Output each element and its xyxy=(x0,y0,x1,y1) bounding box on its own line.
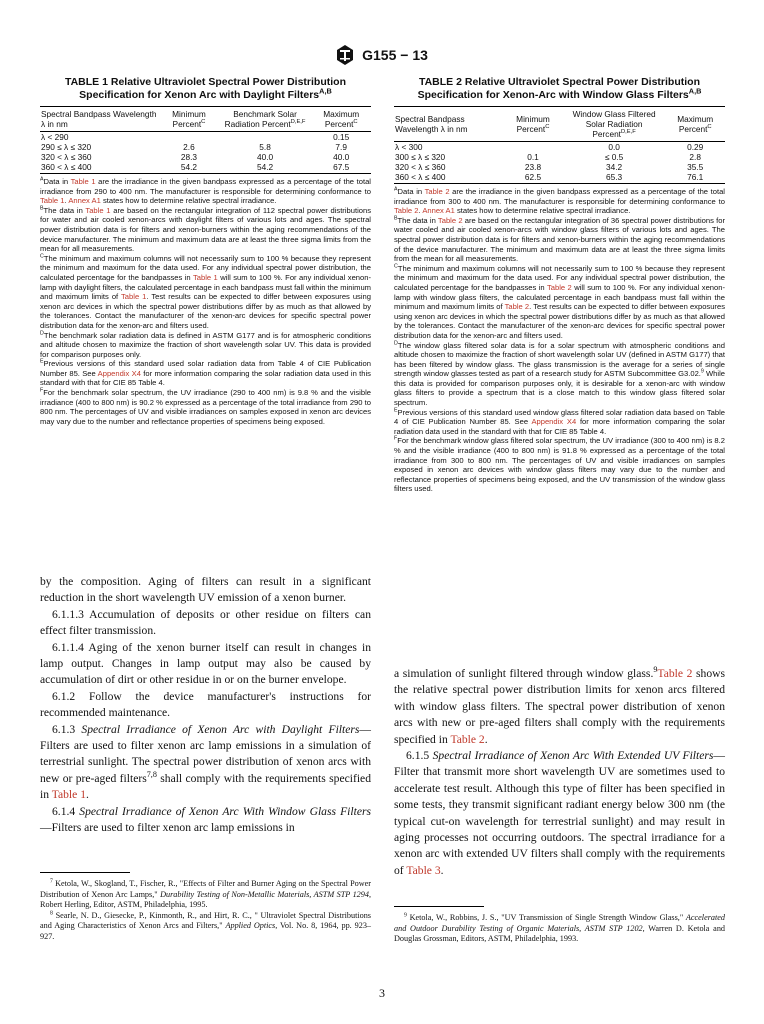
table2-header-cell: Window Glass Filtered Solar Radiation Percent$^{D,E,F}$ xyxy=(563,107,666,142)
right-footnotes xyxy=(394,906,725,945)
table2-caption xyxy=(394,76,725,102)
table1-link[interactable]: Table 1 xyxy=(121,292,147,302)
table1-note-b: $^B$The data in Table 1 are based on the rectangular integration of 112 spectral power distributions for water and air cooled xenon-arcs with daylight filters of various lots and ages. The spectral power distribution data is for filters and xenon-burners within the aging recommendations of the device manufacturer. The minimum and maximum data are at least the three sigma limits from the mean for all measurements. xyxy=(40,205,372,254)
footnote-divider xyxy=(40,872,130,873)
table1-header-cell: Minimum Percent$^C$ xyxy=(159,107,219,132)
table2-caption-sup: A,B xyxy=(688,86,702,96)
table2-link[interactable]: Table 2 xyxy=(424,187,450,196)
left-body-text xyxy=(40,574,371,837)
left-column xyxy=(40,76,372,941)
table1-note-e: $^E$Previous versions of this standard used solar radiation data from Table 4 of CIE Publication Number 85. See Appendix X4 for more information comparing the solar radiation data used in this standard with that for CIE 85 Table 4. xyxy=(40,358,371,388)
table2-header-cell: Minimum Percent$^C$ xyxy=(503,107,563,142)
table-row: 320 < λ ≤ 360 23.8 34.2 35.5 xyxy=(395,162,704,172)
table-row: 300 ≤ λ ≤ 320 0.1 ≤ 0.5 2.8 xyxy=(395,152,701,162)
table1-header-cell: Maximum Percent$^C$ xyxy=(311,107,371,132)
footnote-divider xyxy=(394,906,484,907)
table3-link[interactable]: Table 3 xyxy=(406,863,441,877)
table1-caption xyxy=(40,76,371,102)
paragraph-6-1-2: 6.1.2 Follow the device manufacturer's instructions for recommended maintenance. xyxy=(40,689,371,720)
appendix-x4-link[interactable]: Appendix X4 xyxy=(97,368,141,378)
table2-notes xyxy=(394,187,725,494)
table1-note-d: $^D$The benchmark solar radiation data is defined in ASTM G177 and is for atmospheric conditions and altitude chosen to maximize the fraction of short wavelength solar UV. This data is provided for comparison purposes only. xyxy=(40,329,371,359)
annex-a1-link[interactable]: Annex A1 xyxy=(422,206,455,216)
table1-caption-sup: A,B xyxy=(319,86,332,96)
paragraph-6-1-3: 6.1.3 Spectral Irradiance of Xenon Arc with Daylight Filters—Filters are used to filter xenon arc lamp emissions in a simulation of terrestrial sunlight. The spectral power distribution of xenon arcs with new or pre-aged filters$^{7,8}$ shall comply with the requirements specified in Table 1. xyxy=(40,722,371,802)
table2-note-b: $^B$The data in Table 2 are based on the rectangular integration of 36 spectral power distributions for water cooled and air cooled xenon-arcs with window glass filters of various lots and ages. The spectral power distribution data is for filters and xenon-burners within the aging recommendations of the device manufacturer. The minimum and maximum data are at least the three sigma limits from the mean for all measurements. xyxy=(394,215,726,264)
table2-header-cell: Maximum Percent$^C$ xyxy=(665,107,725,142)
table1-notes xyxy=(40,177,371,426)
table1-link[interactable]: Table 1 xyxy=(85,205,111,215)
table1-note-c: $^C$The minimum and maximum columns will not necessarily sum to 100 % because they represent the minimum and maximum for the data used. For any individual spectral power distribution, the calculated percentage for the bandpasses in Table 1 will sum to 100 %. For any individual xenon-lamp with daylight filters, the calculated percentage in each bandpass must fall within the minimum and maximum limits of Table 1. Test results can be expected to differ between exposures using xenon arc devices in which the spectral power distributions differ by as much as that allowed by the tolerances. Contact the manufacturer of the xenon-arc devices for specific spectral power distribution data for the xenon-arc and filters used. xyxy=(40,253,371,330)
table2-link[interactable]: Table 2 xyxy=(657,667,693,680)
table2-link[interactable]: Table 2 xyxy=(450,732,485,746)
table1-header-cell: Benchmark Solar Radiation Percent$^{D,E,F}$ xyxy=(219,107,312,132)
right-body-text xyxy=(394,666,725,879)
table2-note-a: $^A$Data in Table 2 are the irradiance in the given bandpass expressed as a percentage of the total irradiance from 300 to 400 nm. The manufacturer is responsible for determining conformance to Table 2. Annex A1 states how to determine relative spectral irradiance. xyxy=(394,186,725,216)
right-column xyxy=(394,76,726,944)
table1-link[interactable]: Table 1 xyxy=(192,272,218,282)
page-number: 3 xyxy=(379,986,385,1000)
footnote-8: $^8$ Searle, N. D., Giesecke, P., Kinmonth, R., and Hirt, R. C., " Ultraviolet Spectral Distributions and Aging Characteristics of Xenon Arcs and Filters," Applied Optics, Vol. No. 8, 1964, pp. 923–927. xyxy=(40,910,372,941)
table1-link[interactable]: Table 1 xyxy=(40,196,65,206)
table2-link[interactable]: Table 2 xyxy=(437,215,463,225)
astm-logo-icon xyxy=(336,44,354,66)
table2-link[interactable]: Table 2 xyxy=(546,282,572,292)
table2-caption-line2: Specification for Xenon-Arc with Window Glass Filters xyxy=(417,89,689,101)
table2-link[interactable]: Table 2 xyxy=(394,206,419,216)
paragraph-6-1-4: 6.1.4 Spectral Irradiance of Xenon Arc With Window Glass Filters—Filters are used to filter xenon arc lamp emissions in xyxy=(40,804,372,835)
table2-note-f: $^F$For the benchmark window glass filtered solar spectrum, the UV irradiance (300 to 400 nm) is 8.2 % and the visible irradiance (400 to 800 nm) is 91.8 % expressed as a percentage of the total irradiance from 300 to 800 nm. The percentages of UV and visible irradiances on samples exposed in xenon arc devices with window glass filters may vary due to the number and reflectance properties of specimens being exposed, and the UV transmission of the window glass filters used. xyxy=(394,435,725,494)
table-row: λ < 300 0.0 0.29 xyxy=(395,142,704,152)
table2-link[interactable]: Table 2 xyxy=(504,302,530,312)
table1-link[interactable]: Table 1 xyxy=(70,177,96,186)
left-footnotes xyxy=(40,872,371,943)
annex-a1-link[interactable]: Annex A1 xyxy=(68,196,101,206)
appendix-x4-link[interactable]: Appendix X4 xyxy=(531,417,577,427)
table-row: 320 < λ ≤ 360 28.3 40.0 40.0 xyxy=(41,152,350,162)
table-row: 290 ≤ λ ≤ 320 2.6 5.8 7.9 xyxy=(41,142,347,152)
table2-note-e: $^E$Previous versions of this standard used window glass filtered solar radiation data based on Table 4 of CIE Publication Number 85. See Appendix X4 for more information comparing the solar radiation data used in the standard with that for CIE 85 Table 4. xyxy=(394,407,725,436)
paragraph: a simulation of sunlight filtered through window glass.$^9$Table 2 shows the relative spectral power distribution limits for xenon arcs filtered with window glass filters. The spectral power distribution of xenon arcs with new or pre-aged filters shall comply with the requirements specified in Table 2. xyxy=(394,665,726,746)
footnote-7: $^7$ Ketola, W., Skogland, T., Fischer, R., "Effects of Filter and Burner Aging on the Spectral Power Distribution of Xenon Arc Lamps," Durability Testing of Non-Metallic Materials, ASTM STP 1294, Robert Herling, Editor, ASTM, Philadelphia, 1995. xyxy=(40,878,372,910)
table-row: λ < 290 0.15 xyxy=(41,132,350,142)
table1-caption-line1: TABLE 1 Relative Ultraviolet Spectral Power Distribution xyxy=(64,76,347,88)
table-row: 360 < λ ≤ 400 62.5 65.3 76.1 xyxy=(394,172,725,184)
table1-note-a: $^A$Data in Table 1 are the irradiance in the given bandpass expressed as a percentage of the total irradiance from 290 to 400 nm. The manufacturer is responsible for determining conformance to Table 1. Annex A1 states how to determine relative spectral irradiance. xyxy=(40,176,371,206)
table1-header-row xyxy=(40,107,371,132)
table2 xyxy=(394,106,725,184)
page-header xyxy=(0,44,764,66)
paragraph: by the composition. Aging of filters can result in a significant reduction in the short wavelength UV emission of a xenon burner. xyxy=(40,575,371,605)
footnote-9: $^9$ Ketola, W., Robbins, J. S., "UV Transmission of Single Strength Window Glass," Accelerated and Outdoor Durability Testing of Organic Materials, ASTM STP 1202, Warren D. Ketola and Douglas Grossman, Editors, ASTM, Philadelphia, 1993. xyxy=(394,912,726,944)
table2-caption-line1: TABLE 2 Relative Ultraviolet Spectral Power Distribution xyxy=(418,76,701,88)
paragraph-6-1-1-4: 6.1.1.4 Aging of the xenon burner itself can result in changes in lamp output. Changes in lamp output may also be caused by accumulation of dirt or other residue in or on the burner envelope. xyxy=(40,640,371,687)
table-row: 360 < λ ≤ 400 54.2 54.2 67.5 xyxy=(40,162,371,174)
table2-header-row xyxy=(394,107,725,142)
table1-note-f: $^F$For the benchmark solar spectrum, the UV irradiance (290 to 400 nm) is 9.8 % and the visible irradiance (400 to 800 nm) is 90.2 % expressed as a percentage of the total irradiance from 290 to 800 nm. The percentages of UV and visible irradiances on samples exposed in xenon arc devices may vary due to the number and reflectance properties of specimens being exposed. xyxy=(40,387,371,426)
table2-note-c: $^C$The minimum and maximum columns will not necessarily sum to 100 % because they represent the minimum and maximum for the data used. For any individual spectral power distribution, the calculated percentage for the bandpasses in Table 2 will sum to 100 %. For any individual xenon-lamp with window glass filters, the calculated percentage in each bandpass must fall within the minimum and maximum limits of Table 2. Test results can be expected to differ between exposures using xenon arc devices in which the spectral power distributions differ by as much as that allowed by the tolerances. Contact the manufacturer of the xenon-arc devices for specific spectral power distribution data for the xenon-arc and filters used. xyxy=(394,263,725,340)
table1-header-cell: Spectral Bandpass Wavelength λ in nm xyxy=(40,107,159,132)
table1-caption-line2: Specification for Xenon Arc with Daylight Filters xyxy=(79,89,320,101)
table1-link[interactable]: Table 1 xyxy=(51,788,86,802)
table2-note-d: $^D$The window glass filtered solar data is for a solar spectrum with atmospheric conditions and altitude chosen to maximize the fraction of short wavelength solar UV (defined in ASTM G177) that has been filtered by window glass. The glass transmission is the average for a series of single strength window glasses tested as part of a research study for ASTM Subcommittee G3.02.$^9$ While this data is provided for comparison purposes only, it is desirable for a xenon-arc with window glass filters to provide a spectrum that is a close match to this window glass filtered solar spectrum. xyxy=(394,339,725,408)
standard-number: G155 − 13 xyxy=(362,47,428,63)
table1 xyxy=(40,106,371,174)
table2-header-cell: Spectral Bandpass Wavelength λ in nm xyxy=(394,107,503,142)
paragraph-6-1-5: 6.1.5 Spectral Irradiance of Xenon Arc With Extended UV Filters—Filter that transmit more short wavelength UV are sometimes used to accelerate test result. Although this type of filter has been specified in some tests, they transmit significant radiant energy below 300 nm (the typical cut-on wavelength for terrestrial sunlight) and may result in aging processes not occurring outdoors. The spectral irradiance for a xenon arc with extended UV filters shall comply with the requirements of Table 3. xyxy=(394,749,725,877)
paragraph-6-1-1-3: 6.1.1.3 Accumulation of deposits or other residue on filters can effect filter transmission. xyxy=(40,607,371,638)
